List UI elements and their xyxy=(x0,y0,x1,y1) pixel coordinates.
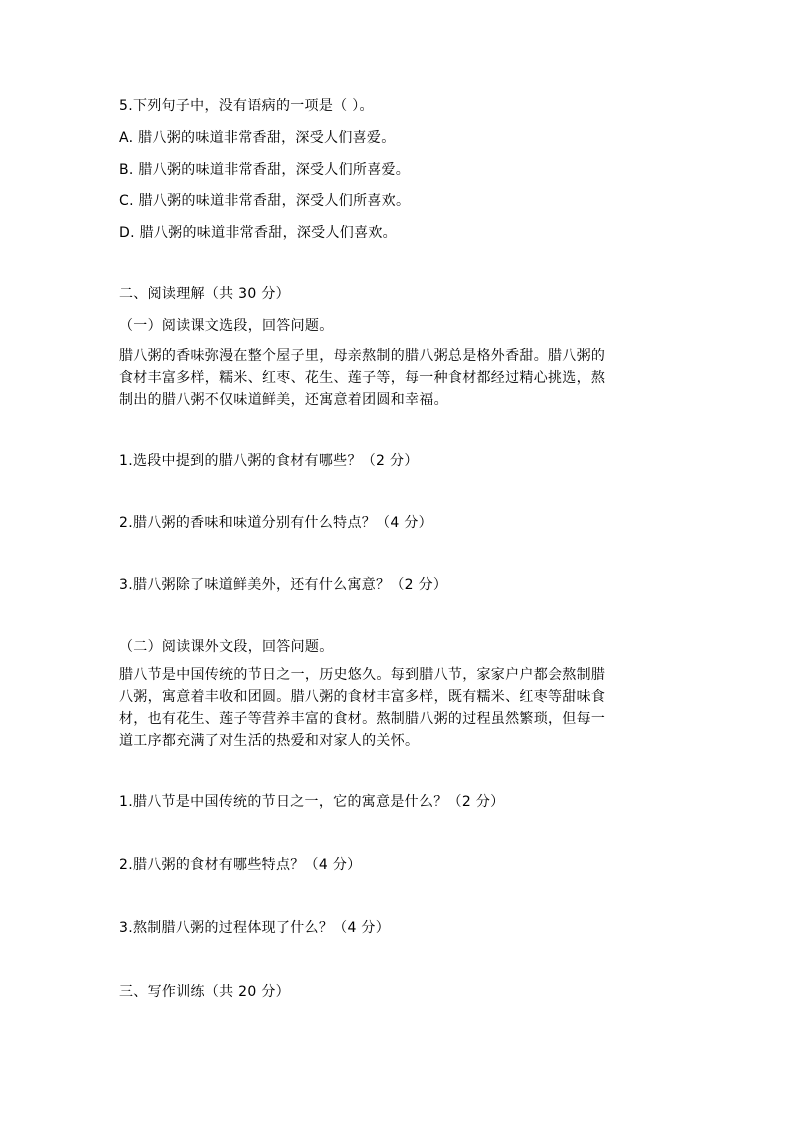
part-1-question-2: 2.腊八粥的香味和味道分别有什么特点？（4 分） xyxy=(119,515,433,531)
section-2-heading: 二、阅读理解（共 30 分） xyxy=(119,286,290,302)
question-5-option-c: C. 腊八粥的味道非常香甜，深受人们所喜欢。 xyxy=(119,193,411,209)
passage-line: 制出的腊八粥不仅味道鲜美，还寓意着团圆和幸福。 xyxy=(119,392,448,408)
part-1-question-3: 3.腊八粥除了味道鲜美外，还有什么寓意？（2 分） xyxy=(119,577,448,593)
passage-line: 腊八粥的香味弥漫在整个屋子里，母亲熬制的腊八粥总是格外香甜。腊八粥的 xyxy=(119,348,606,364)
part-2-question-3: 3.熬制腊八粥的过程体现了什么？（4 分） xyxy=(119,920,391,936)
section-3-heading: 三、写作训练（共 20 分） xyxy=(119,984,290,1000)
part-2-heading: （二）阅读课外文段，回答问题。 xyxy=(119,639,334,655)
part-2-question-2: 2.腊八粥的食材有哪些特点？（4 分） xyxy=(119,857,362,873)
part-1-heading: （一）阅读课文选段，回答问题。 xyxy=(119,318,334,334)
question-5-option-d: D. 腊八粥的味道非常香甜，深受人们喜欢。 xyxy=(119,225,397,241)
passage-line: 材，也有花生、莲子等营养丰富的食材。熬制腊八粥的过程虽然繁琐，但每一 xyxy=(119,711,606,727)
passage-line: 食材丰富多样，糯米、红枣、花生、莲子等，每一种食材都经过精心挑选，熬 xyxy=(119,370,606,386)
question-5-stem: 5.下列句子中，没有语病的一项是（ ）。 xyxy=(119,98,374,114)
part-2-passage xyxy=(119,664,674,752)
passage-line: 腊八节是中国传统的节日之一，历史悠久。每到腊八节，家家户户都会熬制腊 xyxy=(119,667,606,683)
question-5-option-a: A. 腊八粥的味道非常香甜，深受人们喜爱。 xyxy=(119,130,396,146)
part-1-question-1: 1.选段中提到的腊八粥的食材有哪些？（2 分） xyxy=(119,453,419,469)
passage-line: 道工序都充满了对生活的热爱和对家人的关怀。 xyxy=(119,733,420,749)
part-1-passage xyxy=(119,345,674,411)
part-2-question-1: 1.腊八节是中国传统的节日之一，它的寓意是什么？（2 分） xyxy=(119,794,505,810)
question-5-option-b: B. 腊八粥的味道非常香甜，深受人们所喜爱。 xyxy=(119,162,411,178)
passage-line: 八粥，寓意着丰收和团圆。腊八粥的食材丰富多样，既有糯米、红枣等甜味食 xyxy=(119,689,606,705)
